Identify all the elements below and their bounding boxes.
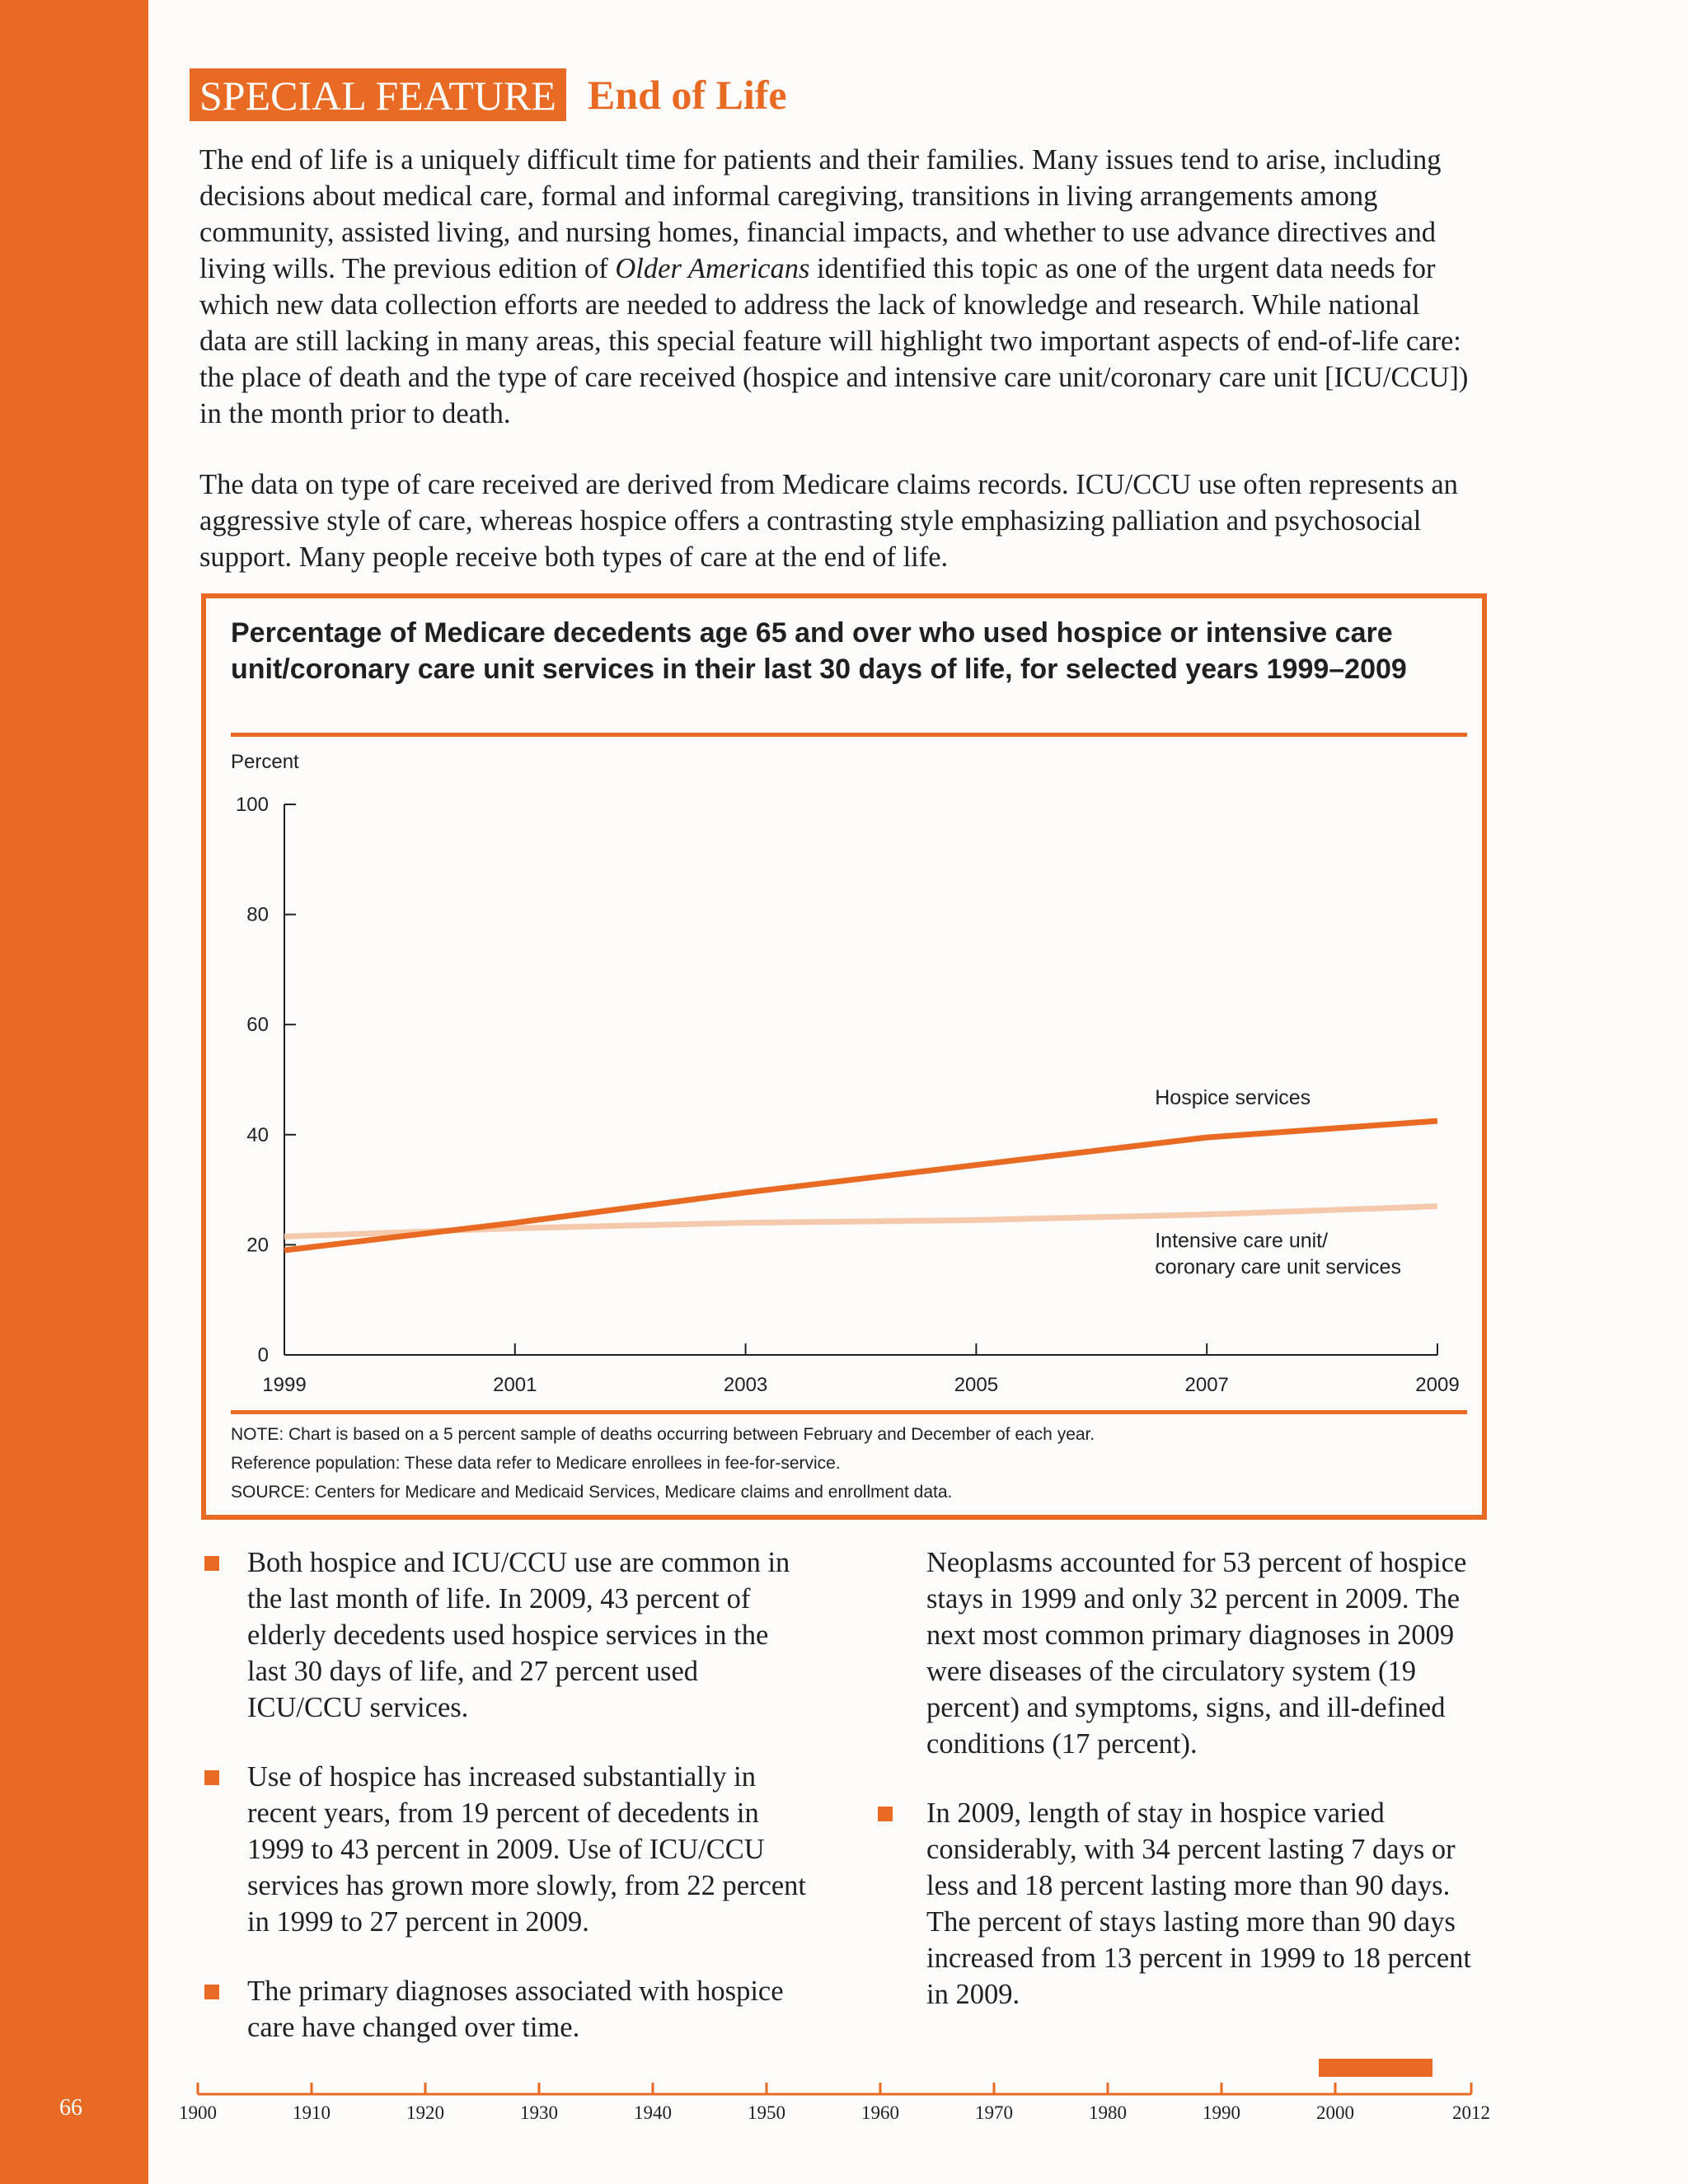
timeline-label: 1900 — [179, 2102, 217, 2123]
bullet-item — [204, 1973, 814, 2046]
intro-text: identified this topic as one of the urgent data needs for which new data collection efforts are needed to address the lack of knowledge and research. While national data are still lacking in many areas, this special feature will highlight two important aspects of end-of-life care: the place of death and the type of care received (hospice and intensive care unit/coronary care unit [ICU/CCU]) in the month prior to death. — [199, 253, 1469, 429]
chart-note: NOTE: Chart is based on a 5 percent sample of deaths occurring between February and December of each year. — [231, 1425, 1095, 1444]
chart-note: SOURCE: Centers for Medicare and Medicaid Services, Medicare claims and enrollment data. — [231, 1483, 953, 1502]
bullet-item — [204, 1759, 814, 1940]
hospice-series-label: Hospice services — [1155, 1086, 1311, 1110]
icu-ccu-series-label — [1155, 1230, 1401, 1279]
y-tick-label: 80 — [246, 903, 269, 926]
y-tick-label: 0 — [257, 1344, 269, 1366]
timeline-label: 1970 — [975, 2102, 1013, 2123]
page-header — [190, 68, 787, 122]
y-axis-label: Percent — [231, 751, 299, 773]
timeline-label: 1960 — [861, 2102, 899, 2123]
x-tick-label: 1999 — [262, 1374, 307, 1396]
intro-text: The end of life is a uniquely difficult time for patients and their families. Many issues tend to arise, including decisions about medical care, formal and informal caregiving, transitions in living arrangements among community, assisted living, and nursing homes, financial impacts, and whether to use advance directives and living wills. The previous edition of — [199, 144, 1442, 284]
chart-panel — [201, 593, 1487, 1520]
bullet-text: Both hospice and ICU/CCU use are common in the last month of life. In 2009, 43 percent of elderly decedents used hospice services in the last 30 days of life, and 27 percent used ICU/CCU services. — [247, 1547, 790, 1723]
bullet-text: The primary diagnoses associated with hospice care have changed over time. — [247, 1975, 784, 2043]
label-line: coronary care unit services — [1155, 1255, 1401, 1279]
bullet-continuation: Neoplasms accounted for 53 percent of hospice stays in 1999 and only 32 percent in 2009. The next most common primary diagnoses in 2009 were diseases of the circulatory system (19 percent) and symptoms, signs, and ill-defined conditions (17 percent). — [926, 1547, 1467, 1760]
timeline-label: 1910 — [293, 2102, 331, 2123]
timeline-label: 1920 — [406, 2102, 444, 2123]
bullet-square-icon — [878, 1807, 893, 1821]
intro-paragraph-1 — [199, 142, 1469, 432]
bullet-square-icon — [204, 1985, 219, 1999]
chart-title: Percentage of Medicare decedents age 65 and over who used hospice or intensive care unit/coronary care unit services in their last 30 days of life, for selected years 1999–2009 — [231, 617, 1407, 685]
line-chart — [206, 598, 1482, 1515]
chart-note: Reference population: These data refer to Medicare enrollees in fee-for-service. — [231, 1454, 841, 1473]
y-tick-label: 20 — [246, 1234, 269, 1257]
publication-title: Older Americans — [615, 253, 810, 284]
bullet-item — [874, 1795, 1484, 2013]
y-tick-label: 60 — [246, 1014, 269, 1037]
x-tick-label: 2003 — [723, 1374, 768, 1396]
intro-paragraph-2: The data on type of care received are derived from Medicare claims records. ICU/CCU use often represents an aggressive style of care, whereas hospice offers a contrasting style emphasizing palliation and psychosocial support. Many people receive both types of care at the end of life. — [199, 469, 1458, 573]
x-tick-label: 2007 — [1184, 1374, 1229, 1396]
x-tick-label: 2001 — [493, 1374, 537, 1396]
timeline-label: 2012 — [1452, 2102, 1490, 2123]
label-line: Intensive care unit/ — [1155, 1229, 1329, 1253]
bullet-item — [204, 1544, 814, 1726]
chart-notes — [231, 1420, 1095, 1507]
bullet-column-left — [204, 1544, 814, 2079]
bullet-text: Use of hospice has increased substantially in recent years, from 19 percent of decedents in 1999 to 43 percent in 2009. Use of ICU/CCU services has grown more slowly, from 22 percent in 1999 to 27 percent in 2009. — [247, 1761, 806, 1938]
timeline-label: 1980 — [1089, 2102, 1127, 2123]
x-tick-label: 2005 — [954, 1374, 999, 1396]
timeline-highlight — [1319, 2059, 1432, 2077]
timeline-label: 1990 — [1203, 2102, 1240, 2123]
bullet-square-icon — [204, 1556, 219, 1571]
timeline-label: 1950 — [748, 2102, 785, 2123]
x-tick-label: 2009 — [1415, 1374, 1460, 1396]
y-tick-label: 100 — [235, 794, 269, 816]
sidebar-bar — [0, 0, 148, 2184]
chart-rule — [231, 1410, 1467, 1414]
timeline-label: 2000 — [1316, 2102, 1354, 2123]
bullet-text: In 2009, length of stay in hospice varied considerably, with 34 percent lasting 7 days or less and 18 percent lasting more than 90 days. The percent of stays lasting more than 90 days increased from 13 percent in 1999 to 18 percent in 2009. — [926, 1797, 1472, 2010]
y-tick-label: 40 — [246, 1123, 269, 1146]
timeline-label: 1930 — [520, 2102, 558, 2123]
timeline-label: 1940 — [634, 2102, 672, 2123]
bullet-column-right — [874, 1544, 1484, 2046]
bullet-square-icon — [204, 1770, 219, 1785]
page-number: 66 — [59, 2095, 82, 2121]
page-title: End of Life — [587, 72, 787, 118]
feature-badge: SPECIAL FEATURE — [190, 68, 566, 121]
